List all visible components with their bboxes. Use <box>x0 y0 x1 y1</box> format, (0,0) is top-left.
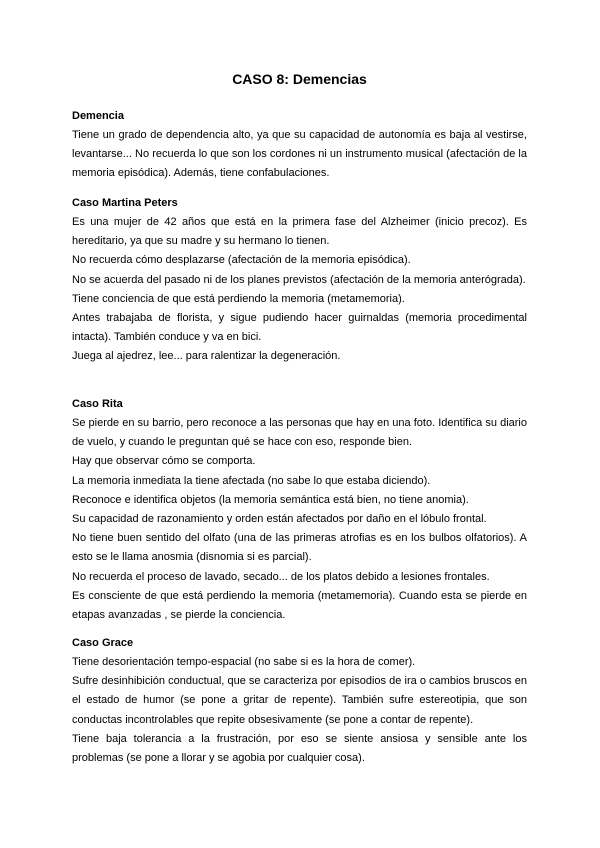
section-heading: Caso Rita <box>72 398 123 410</box>
page-title: CASO 8: Demencias <box>232 71 367 87</box>
paragraph: Hay que observar cómo se comporta. <box>72 455 256 468</box>
paragraph: Tiene un grado de dependencia alto, ya que su capacidad de autonomía es baja al vestirse, levantarse... No recuerda lo que son los cordones ni un instrumento musical (afectación de la memoria episódica). Además, tiene confabulaciones. <box>72 129 527 180</box>
paragraph: Su capacidad de razonamiento y orden están afectados por daño en el lóbulo frontal. <box>72 513 487 526</box>
paragraph: No recuerda cómo desplazarse (afectación de la memoria episódica). <box>72 254 411 267</box>
section-demencia <box>72 108 527 184</box>
paragraph: Juega al ajedrez, lee... para ralentizar la degeneración. <box>72 350 341 363</box>
paragraph: No se acuerda del pasado ni de los planes previstos (afectación de la memoria anterógrada). <box>72 273 526 286</box>
section-heading: Caso Martina Peters <box>72 197 178 209</box>
paragraph: No recuerda el proceso de lavado, secado... de los platos debido a lesiones frontales. <box>72 570 490 583</box>
section-caso-grace <box>72 635 527 768</box>
section-heading: Caso Grace <box>72 637 134 649</box>
paragraph: Reconoce e identifica objetos (la memoria semántica está bien, no tiene anomia). <box>72 493 469 506</box>
paragraph: Tiene conciencia de que está perdiendo la memoria (metamemoria). <box>72 292 405 305</box>
paragraph: Antes trabajaba de florista, y sigue pudiendo hacer guirnaldas (memoria procedimental intacta). También conduce y va en bici. <box>72 312 527 344</box>
paragraph: Sufre desinhibición conductual, que se caracteriza por episodios de ira o cambios bruscos en el estado de humor (se pone a gritar de repente). También sufre estereotipia, que son conductas incontrolables que repite obsesivamente (se pone a contar de repente). <box>72 675 527 726</box>
paragraph: Se pierde en su barrio, pero reconoce a las personas que hay en una foto. Identifica su diario de vuelo, y cuando le preguntan qué se hace con eso, responde bien. <box>72 417 527 449</box>
paragraph: Tiene baja tolerancia a la frustración, por eso se siente ansiosa y sensible ante los problemas (se pone a llorar y se agobia por cualquier cosa). <box>72 732 527 765</box>
paragraph: No tiene buen sentido del olfato (una de las primeras atrofias es en los bulbos olfatorios). A esto se le llama anosmia (disnomia si es parcial). <box>72 532 527 564</box>
paragraph: La memoria inmediata la tiene afectada (no sabe lo que estaba diciendo). <box>72 474 431 487</box>
section-caso-rita <box>72 396 527 625</box>
paragraph: Es consciente de que está perdiendo la memoria (metamemoria). Cuando esta se pierde en etapas avanzadas , se pierde la conciencia. <box>72 589 527 622</box>
section-caso-martina-peters <box>72 195 527 367</box>
section-heading: Demencia <box>72 110 124 122</box>
paragraph: Tiene desorientación tempo-espacial (no sabe si es la hora de comer). <box>72 656 416 668</box>
paragraph: Es una mujer de 42 años que está en la primera fase del Alzheimer (inicio precoz). Es hereditario, ya que su madre y su hermano lo tienen. <box>72 216 527 248</box>
